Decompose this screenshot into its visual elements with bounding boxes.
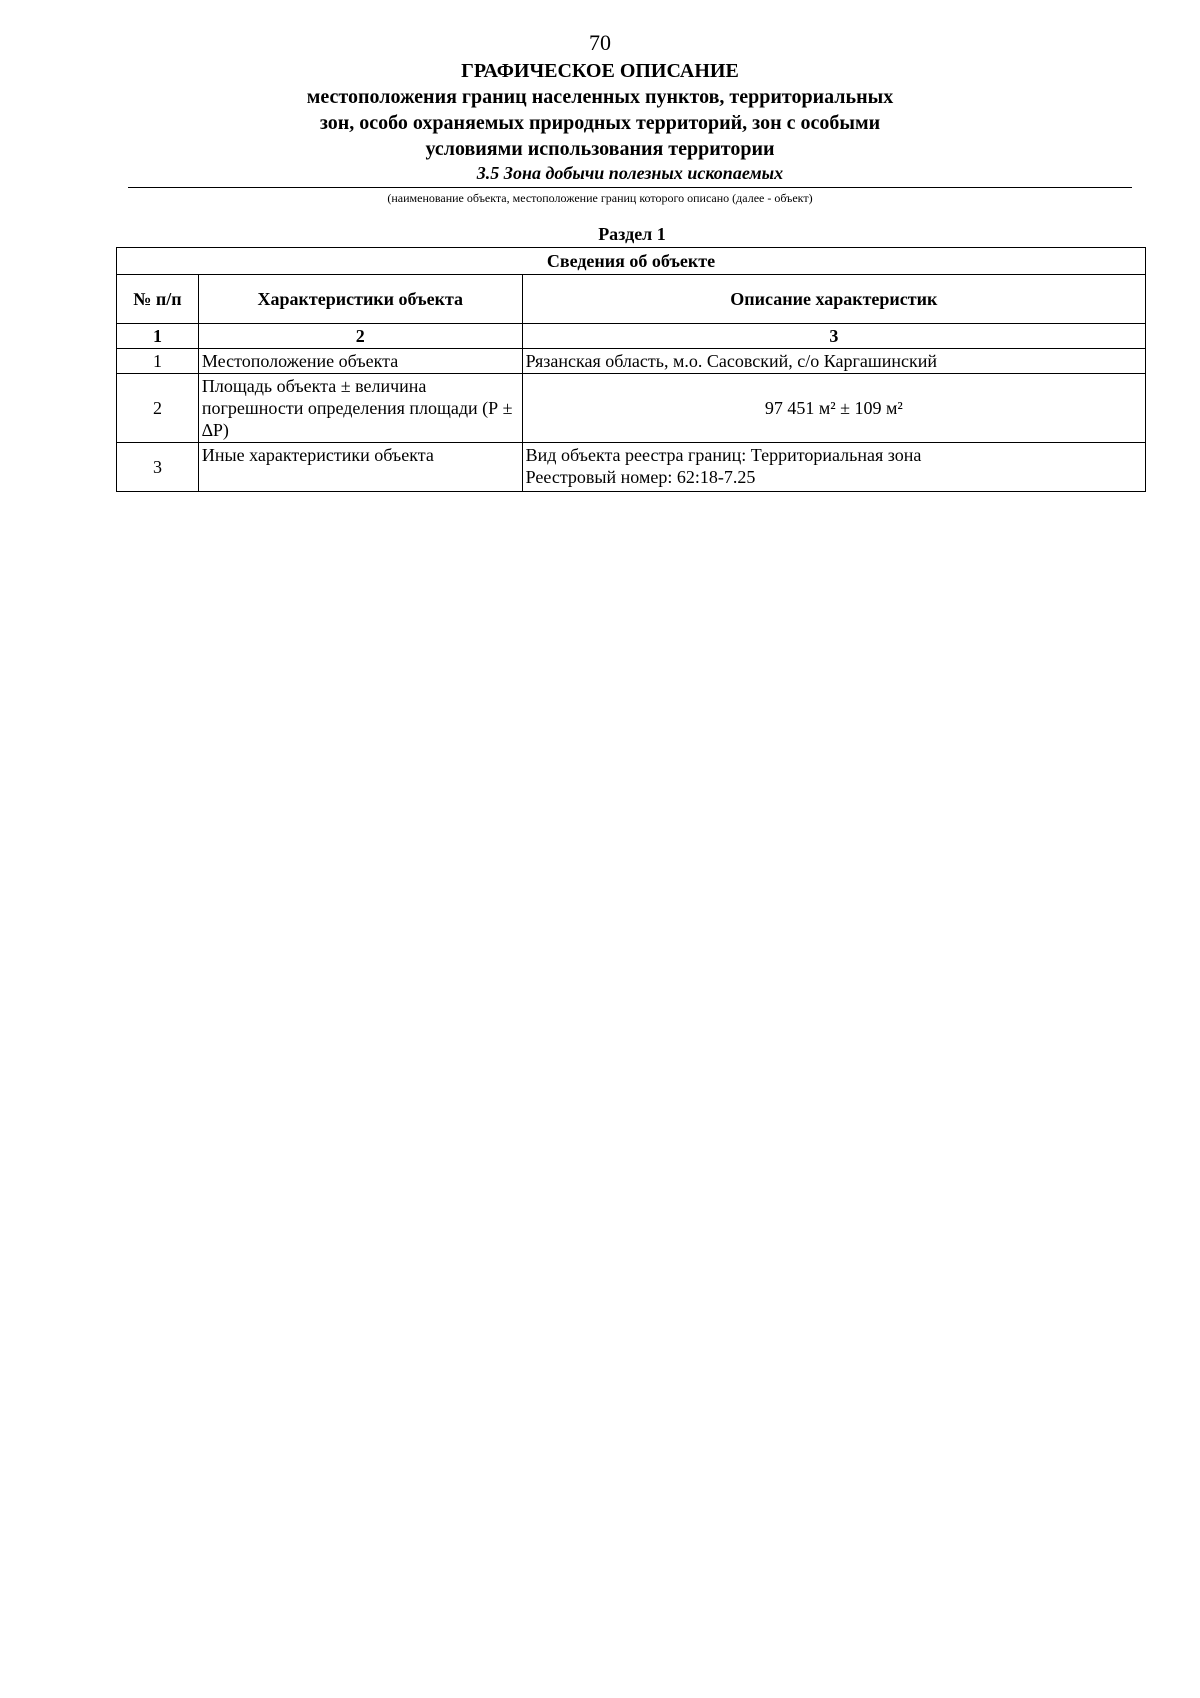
column-number: 2 [198,324,522,349]
row-number: 1 [117,349,199,374]
table-row [117,374,1146,443]
column-number-row [117,324,1146,349]
object-caption: (наименование объекта, местоположение границ которого описано (далее - объект) [387,191,813,205]
column-number: 3 [522,324,1145,349]
row-characteristic: Площадь объекта ± величина погрешности определения площади (Р ± ∆Р) [198,374,522,443]
document-header [0,58,1200,162]
row-characteristic: Местоположение объекта [198,349,522,374]
table-caption: Сведения об объекте [117,248,1146,275]
column-number: 1 [117,324,199,349]
row-description-line: Вид объекта реестра границ: Территориальная зона [525,445,922,465]
document-subtitle-line-2: зон, особо охраняемых природных территорий, зон с особыми [319,112,881,134]
column-header-characteristic: Характеристики объекта [198,275,522,324]
row-description: Рязанская область, м.о. Сасовский, с/о Каргашинский [522,349,1145,374]
document-subtitle-line-1: местоположения границ населенных пунктов, территориальных [306,86,894,108]
row-number: 2 [117,374,199,443]
row-description [522,443,1145,492]
object-info-table [116,247,1146,492]
page-number: 70 [589,30,611,55]
object-name: 3.5 Зона добычи полезных ископаемых [128,161,1132,188]
document-subtitle-line-3: условиями использования территории [425,138,775,160]
section-title: Раздел 1 [598,224,666,244]
document-title: ГРАФИЧЕСКОЕ ОПИСАНИЕ [461,60,739,82]
row-number: 3 [117,443,199,492]
row-characteristic: Иные характеристики объекта [198,443,522,492]
column-header-description: Описание характеристик [522,275,1145,324]
row-description-line: Реестровый номер: 62:18-7.25 [525,467,756,487]
row-description: 97 451 м² ± 109 м² [522,374,1145,443]
column-header-num: № п/п [117,275,199,324]
table-row [117,443,1146,492]
table-row [117,349,1146,374]
